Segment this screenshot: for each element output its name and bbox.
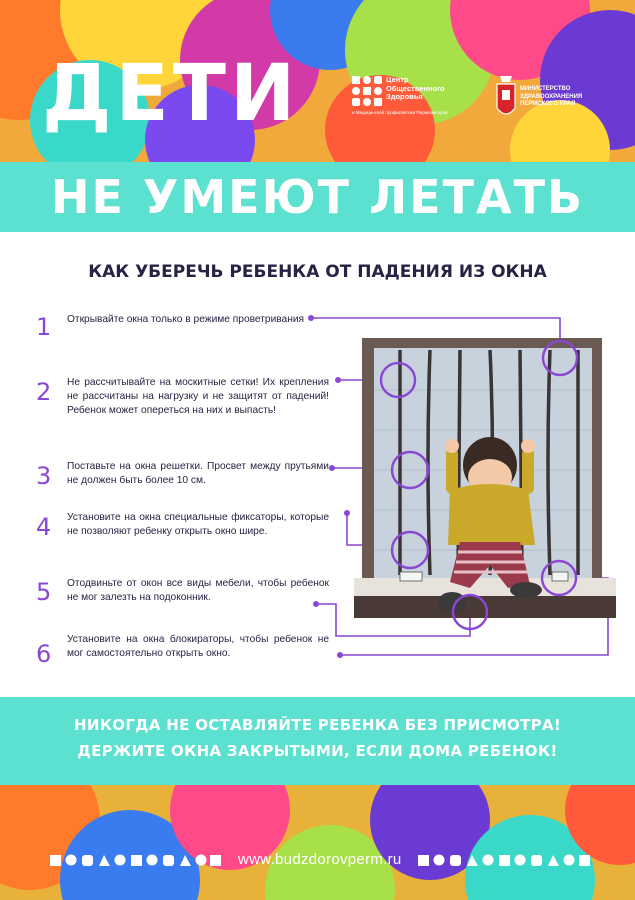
logo-center-line-3: Здоровья: [386, 92, 423, 102]
ministry-coat-of-arms-icon: [496, 76, 516, 122]
logo-center-line-1: Центр: [386, 75, 409, 84]
tip-number-4: 4: [36, 513, 52, 541]
tip-number-1: 1: [36, 313, 52, 341]
page-subtitle: НЕ УМЕЮТ ЛЕТАТЬ: [50, 170, 585, 224]
tip-number-3: 3: [36, 462, 52, 490]
health-center-logo: [352, 76, 462, 126]
tip-number-6: 6: [36, 640, 52, 668]
tip-text-1: Открывайте окна только в режиме проветривания: [67, 314, 305, 325]
ministry-line-3: ПЕРМСКОГО КРАЯ: [520, 101, 576, 107]
page-title: ДЕТИ: [42, 49, 300, 139]
tip-text-2: Не рассчитывайте на москитные сетки! Их крепления не рассчитаны на нагрузку и не защитят от падений! Ребенок может опереться на них и выпасть!: [67, 377, 329, 416]
ministry-line-1: МИНИСТЕРСТВО: [520, 86, 571, 92]
footer-website-link[interactable]: www.budzdorovperm.ru: [238, 851, 402, 868]
warning-line-1: НИКОГДА НЕ ОСТАВЛЯЙТЕ РЕБЕНКА БЕЗ ПРИСМОТРА!: [74, 716, 561, 734]
logo-center-small: и Медицинской профилактики Пермский край: [352, 110, 448, 115]
ministry-line-2: ЗДРАВООХРАНЕНИЯ: [520, 93, 583, 100]
tip-number-2: 2: [36, 378, 52, 406]
tip-number-5: 5: [36, 578, 52, 606]
section-heading: КАК УБЕРЕЧЬ РЕБЕНКА ОТ ПАДЕНИЯ ИЗ ОКНА: [88, 262, 547, 282]
ministry-logo: [496, 76, 606, 126]
tip-text-5: Отодвиньте от окон все виды мебели, чтобы ребенок не мог залезть на подоконник.: [67, 578, 329, 603]
tip-text-4: Установите на окна специальные фиксаторы, которые не позволяют ребенку открыть окно шире.: [67, 512, 329, 537]
tip-text-3: Поставьте на окна решетки. Просвет между прутьями не должен быть более 10 см.: [67, 461, 329, 486]
tip-text-6: Установите на окна блокираторы, чтобы ребенок не мог самостоятельно открыть окно.: [67, 634, 329, 659]
window-grille-illustration: [330, 310, 620, 670]
warning-line-2: ДЕРЖИТЕ ОКНА ЗАКРЫТЫМИ, ЕСЛИ ДОМА РЕБЕНОК!: [77, 742, 558, 760]
logo-center-line-2: Общественного: [386, 83, 445, 93]
warning-band: [0, 697, 635, 785]
